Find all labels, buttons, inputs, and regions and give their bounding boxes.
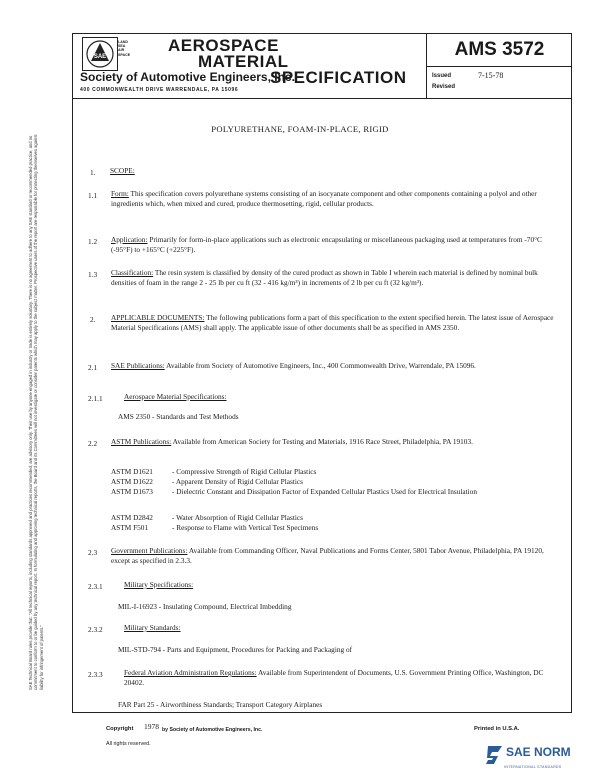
astm-desc: - Dielectric Constant and Dissipation Factor of Expanded Cellular Plastics Used for Electrical Insulation — [172, 487, 477, 496]
rights-reserved: All rights reserved. — [106, 741, 151, 747]
astm-code: ASTM D2842 — [111, 513, 153, 522]
society-address: 400 COMMONWEALTH DRIVE WARRENDALE, PA 15096 — [80, 87, 239, 93]
title-aerospace: AEROSPACE — [168, 36, 279, 55]
section-number: 2.1.1 — [88, 394, 103, 403]
issued-box-divider — [426, 67, 427, 98]
copyright-label: Copyright — [106, 726, 134, 732]
section-number: 2.3.3 — [88, 670, 103, 679]
astm-code: ASTM D1622 — [111, 477, 153, 486]
text-application: Primarily for form-in-place applications such as electronic encapsulating or miscellaneous packaging used at temperatures from -70°C (-95°F) to +165°C (+225°F). — [111, 235, 542, 254]
section-number: 2.3.2 — [88, 625, 103, 634]
astm-desc: - Response to Flame with Vertical Test Specimens — [172, 523, 319, 532]
heading-form: Form: — [111, 189, 129, 198]
paragraph-astm-publications — [111, 437, 563, 447]
text-classification: The resin system is classified by density of the cured product as shown in Table I wherein each material is defined by nominal bulk densities of foam in the range 2 - 25 lb per cu ft (32 - 416 kg/m³) in increments of 2 lb per cu ft (32 kg/m³). — [111, 268, 538, 287]
text-sae-publications: Available from Society of Automotive Engineers, Inc., 400 Commonwealth Drive, Warrendale, PA 15096. — [166, 361, 476, 370]
logo-words — [118, 40, 130, 57]
text-faa-regulations: Available from Superintendent of Documents, U.S. Government Printing Office, Washington, DC 20402. — [124, 668, 544, 687]
heading-government-publications: Government Publications: — [111, 546, 188, 555]
astm-code: ASTM F501 — [111, 523, 149, 532]
logo-word: AIR — [118, 48, 125, 53]
document-title: POLYURETHANE, FOAM-IN-PLACE, RIGID — [211, 124, 389, 134]
issued-date: 7-15-78 — [478, 71, 504, 80]
paragraph-government-publications — [111, 546, 563, 565]
heading-military-specifications: Military Specifications: — [124, 580, 194, 589]
paragraph-applicable-documents — [111, 313, 563, 332]
revised-label: Revised — [432, 84, 456, 90]
watermark-subtext: INTERNATIONAL STANDARDS — [504, 765, 562, 769]
section-heading-scope: SCOPE: — [110, 166, 135, 175]
text-government-publications: Available from Commanding Officer, Naval Publications and Forms Center, 5801 Tabor Avenue, Philadelphia, PA 19120, except as specified in 2.3.3. — [111, 546, 544, 565]
printed-in: Printed in U.S.A. — [474, 726, 520, 732]
astm-desc-text: Water Absorption of Rigid Cellular Plastics — [176, 513, 304, 522]
text-applicable-documents: The following publications form a part of this specification to the extent specified herein. The latest issue of Aerospace Material Specifications (AMS) shall apply. The applicable issue of other documents shall be as specified in AMS 2350. — [111, 313, 554, 332]
text-astm-publications: Available from American Society for Testing and Materials, 1916 Race Street, Philadelphia, PA 19103. — [172, 437, 473, 446]
svg-text:SAE: SAE — [93, 54, 107, 60]
text-ams-2350: AMS 2350 - Standards and Test Methods — [118, 412, 239, 421]
astm-desc-text: Compressive Strength of Rigid Cellular Plastics — [176, 467, 317, 476]
astm-desc: - Water Absorption of Rigid Cellular Plastics — [172, 513, 304, 522]
astm-desc: - Compressive Strength of Rigid Cellular Plastics — [172, 467, 317, 476]
paragraph-classification — [111, 268, 563, 287]
sae-logo-icon — [82, 37, 118, 71]
text-far-part-25: FAR Part 25 - Airworthiness Standards; Transport Category Airplanes — [118, 700, 323, 709]
heading-faa-regulations: Federal Aviation Administration Regulations: — [124, 668, 257, 677]
paragraph-faa-regulations — [124, 668, 564, 687]
paragraph-sae-publications — [111, 361, 563, 371]
ams-number: AMS 3572 — [426, 33, 572, 67]
title-material: MATERIAL — [198, 52, 289, 71]
paragraph-application — [111, 235, 563, 254]
issued-label: Issued — [432, 73, 452, 79]
heading-application: Application: — [111, 235, 148, 244]
astm-code: ASTM D1621 — [111, 467, 153, 476]
logo-word: SEA — [118, 44, 126, 49]
section-number: 2. — [90, 315, 96, 324]
copyright-owner: by Society of Automotive Engineers, Inc. — [162, 727, 263, 733]
heading-applicable-documents: APPLICABLE DOCUMENTS: — [111, 313, 205, 322]
section-number: 2.1 — [88, 363, 98, 372]
logo-word: SPACE — [118, 52, 131, 57]
text-mil-std-794: MIL-STD-794 - Parts and Equipment, Procedures for Packing and Packaging of — [118, 645, 353, 654]
text-form: This specification covers polyurethane systems consisting of an isocyanate component and other components containing a polyol and other ingredients which, when mixed and cured, produce thermosetting, rigid, cellular products. — [111, 189, 537, 208]
society-name: Society of Automotive Engineers, Inc. — [80, 70, 295, 84]
header-divider — [72, 98, 572, 99]
section-number: 1.2 — [88, 237, 98, 246]
section-number: 1.3 — [88, 270, 98, 279]
paragraph-form — [111, 189, 563, 208]
section-number: 2.3 — [88, 548, 98, 557]
section-number: 2.3.1 — [88, 582, 103, 591]
copyright-year: 1978 — [144, 722, 159, 731]
astm-desc-text: Dielectric Constant and Dissipation Factor of Expanded Cellular Plastics Used for Electrical Insulation — [176, 487, 477, 496]
section-number: 1. — [90, 168, 96, 177]
astm-code: ASTM D1673 — [111, 487, 153, 496]
astm-desc-text: Apparent Density of Rigid Cellular Plastics — [175, 477, 303, 486]
heading-aerospace-material-specifications: Aerospace Material Specifications: — [124, 392, 227, 401]
text-mil-i-16923: MIL-I-16923 - Insulating Compound, Electrical Imbedding — [118, 602, 292, 611]
astm-desc-text: Response to Flame with Vertical Test Specimens — [176, 523, 319, 532]
legal-notice: SAE Technical Board rules provide that: "All technical reports, including standards approved and practices recommended, are advisory only. Their use by anyone engaged in industry or trade is entirely voluntary. There is no agreement to adhere to any SAE standard or recommended practice, and no commitment to conform to or be guided by any technical report. In formulating and approving technical reports, the Board and its Committees will not investigate or consider patents which may apply to the subject matter. Prospective users of the report are responsible for protecting themselves against liability for infringement of patents." — [28, 134, 44, 690]
heading-sae-publications: SAE Publications: — [111, 361, 165, 370]
section-number: 2.2 — [88, 439, 98, 448]
section-number: 1.1 — [88, 191, 98, 200]
heading-classification: Classification: — [111, 268, 154, 277]
watermark-text: SAE NORM — [506, 745, 571, 759]
logo-word: LAND — [118, 40, 128, 44]
heading-military-standards: Military Standards: — [124, 623, 181, 632]
astm-desc: - Apparent Density of Rigid Cellular Plastics — [172, 477, 303, 486]
title-specification: SPECIFICATION — [270, 68, 407, 87]
heading-astm-publications: ASTM Publications: — [111, 437, 172, 446]
